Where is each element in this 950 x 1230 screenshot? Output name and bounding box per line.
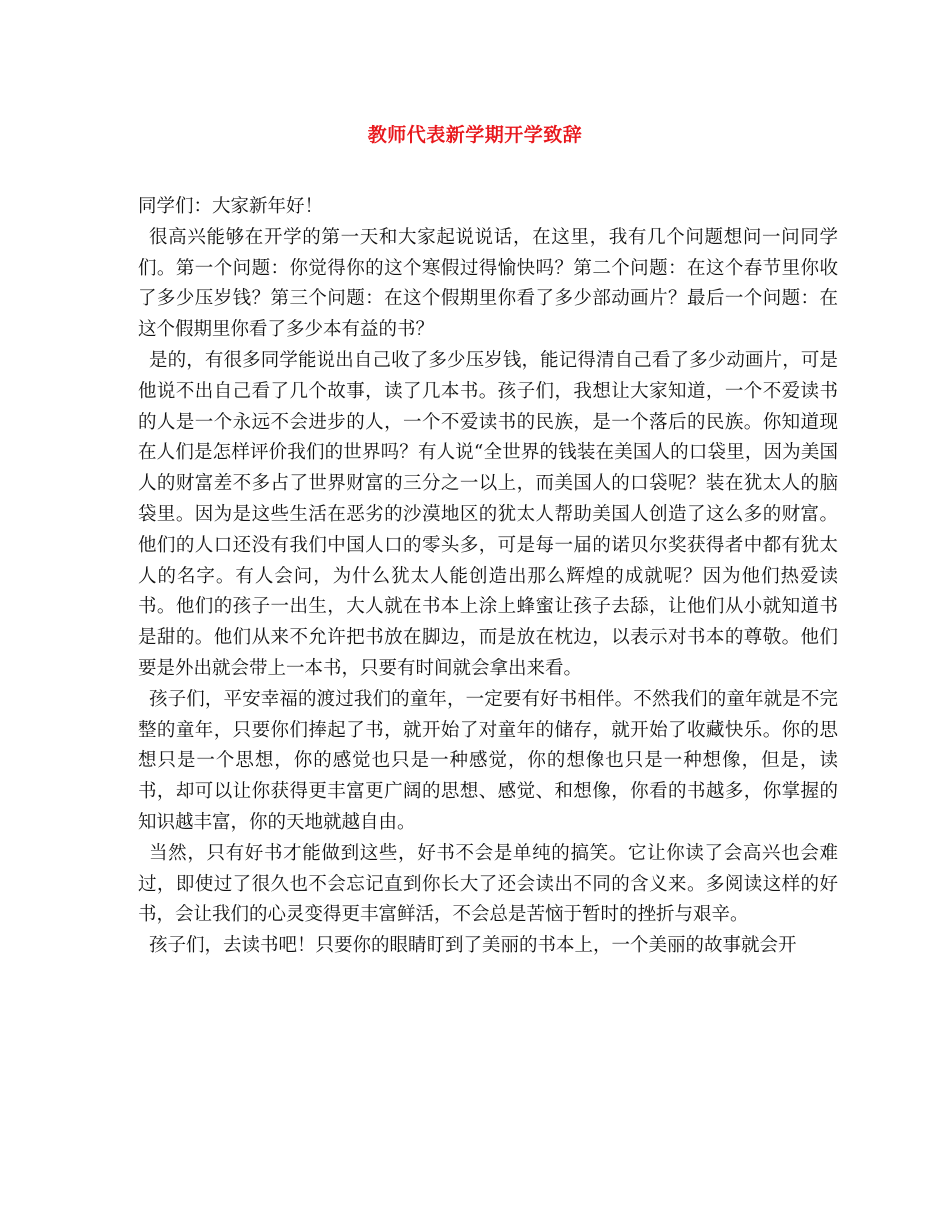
paragraph-3: 孩子们，平安幸福的渡过我们的童年，一定要有好书相伴。不然我们的童年就是不完整的童年，只要你们捧起了书，就开始了对童年的储存，就开始了收藏快乐。你的思想只是一个思想，你的感觉也只是一种感觉，你的想像也只是一种想像，但是，读书，却可以让你获得更丰富更广阔的思想、感觉、和想像，你看的书越多，你掌握的知识越丰富，你的天地就越自由。 <box>138 688 838 833</box>
paragraph-4: 当然，只有好书才能做到这些，好书不会是单纯的搞笑。它让你读了会高兴也会难过，即使过了很久也不会忘记直到你长大了还会读出不同的含义来。多阅读这样的好书，会让我们的心灵变得更丰富鲜活，不会总是苦恼于暂时的挫折与艰辛。 <box>138 842 838 926</box>
document-body <box>138 192 838 962</box>
document-title: 教师代表新学期开学致辞 <box>367 124 583 146</box>
paragraph-1: 很高兴能够在开学的第一天和大家起说说话，在这里，我有几个问题想问一问同学们。第一个问题：你觉得你的这个寒假过得愉快吗？第二个问题：在这个春节里你收了多少压岁钱？第三个问题：在这个假期里你看了多少部动画片？最后一个问题：在这个假期里你看了多少本有益的书？ <box>138 226 838 341</box>
paragraph-2: 是的，有很多同学能说出自己收了多少压岁钱，能记得清自己看了多少动画片，可是他说不出自己看了几个故事，读了几本书。孩子们，我想让大家知道，一个不爱读书的人是一个永远不会进步的人，一个不爱读书的民族，是一个落后的民族。你知道现在人们是怎样评价我们的世界吗？有人说“全世界的钱装在美国人的口袋里，因为美国人的财富差不多占了世界财富的三分之一以上，而美国人的口袋呢？装在犹太人的脑袋里。因为是这些生活在恶劣的沙漠地区的犹太人帮助美国人创造了这么多的财富。他们的人口还没有我们中国人口的零头多，可是每一届的诺贝尔奖获得者中都有犹太人的名字。有人会问，为什么犹太人能创造出那么辉煌的成就呢？因为他们热爱读书。他们的孩子一出生，大人就在书本上涂上蜂蜜让孩子去舔，让他们从小就知道书是甜的。他们从来不允许把书放在脚边，而是放在枕边，以表示对书本的尊敬。他们要是外出就会带上一本书，只要有时间就会拿出来看。 <box>138 349 838 679</box>
paragraph-5: 孩子们，去读书吧！只要你的眼睛盯到了美丽的书本上，一个美丽的故事就会开 <box>149 935 797 957</box>
salutation: 同学们：大家新年好！ <box>138 196 324 217</box>
